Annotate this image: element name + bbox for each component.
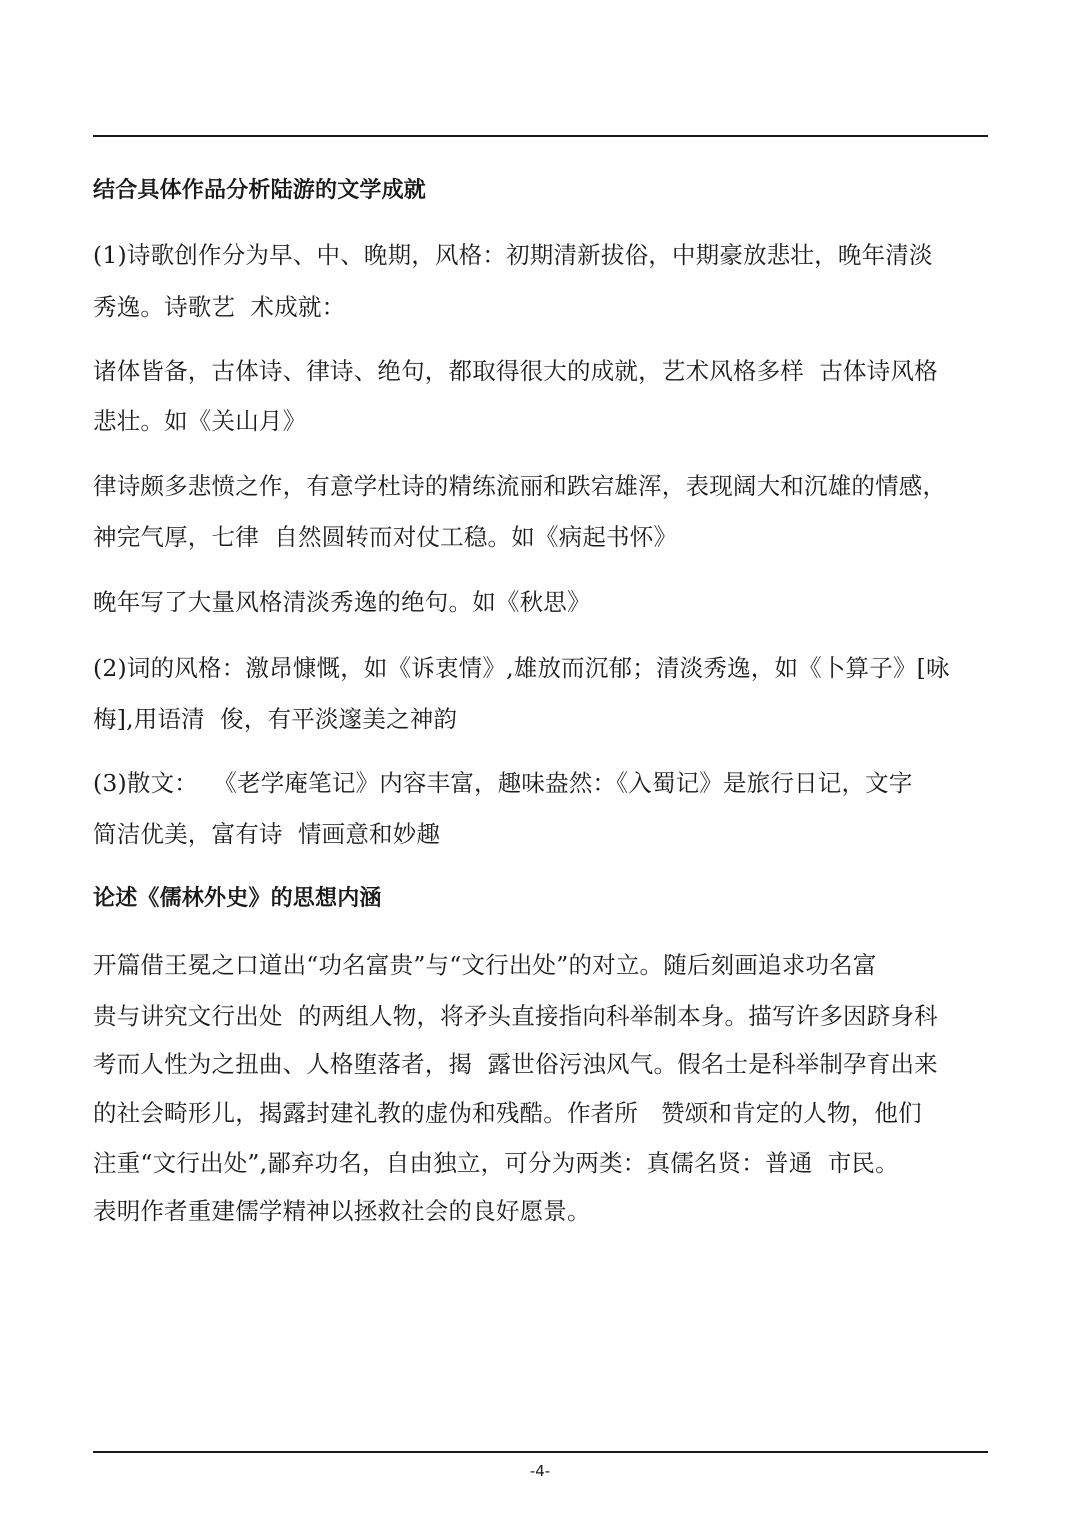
paragraph-line: 注重“文行出处”,鄙弃功名，自由独立，可分为两类：真儒名贤：普通 市民。	[93, 1149, 899, 1177]
paragraph-line: (1)诗歌创作分为早、中、晚期，风格：初期清新拔俗，中期豪放悲壮，晚年清淡	[93, 241, 933, 269]
page-number: -4-	[529, 1462, 551, 1480]
paragraph-line: (2)词的风格：激昂慷慨，如《诉衷情》,雄放而沉郁；清淡秀逸，如《卜算子》[咏	[93, 654, 950, 682]
paragraph-line: 晚年写了大量风格清淡秀逸的绝句。如《秋思》	[93, 588, 591, 616]
section-heading-rulin-waishi: 论述《儒林外史》的思想内涵	[93, 886, 382, 911]
paragraph-line: 考而人性为之扭曲、人格堕落者，揭 露世俗污浊风气。假名士是科举制孕育出来	[93, 1050, 938, 1078]
paragraph-line: (3)散文： 《老学庵笔记》内容丰富，趣味盎然：《入蜀记》是旅行日记，文字	[93, 769, 913, 797]
header-rule	[93, 135, 988, 137]
paragraph-line: 秀逸。诗歌艺 术成就：	[93, 293, 346, 321]
paragraph-line: 贵与讲究文行出处 的两组人物，将矛头直接指向科举制本身。描写许多因跻身科	[93, 1002, 938, 1030]
footer-rule	[93, 1451, 988, 1453]
paragraph-line: 悲壮。如《关山月》	[93, 407, 307, 435]
paragraph-line: 简洁优美，富有诗 情画意和妙趣	[93, 820, 441, 848]
paragraph-line: 开篇借王冕之口道出“功名富贵”与“文行出处”的对立。随后刻画追求功名富	[93, 951, 877, 979]
paragraph-line: 梅],用语清 俊，有平淡邃美之神韵	[93, 705, 458, 733]
paragraph-line: 表明作者重建儒学精神以拯救社会的良好愿景。	[93, 1197, 591, 1225]
paragraph-line: 律诗颇多悲愤之作，有意学杜诗的精练流丽和跌宕雄浑，表现阔大和沉雄的情感，	[93, 472, 947, 500]
section-heading-lu-you: 结合具体作品分析陆游的文学成就	[93, 178, 427, 203]
paragraph-line: 诸体皆备，古体诗、律诗、绝句，都取得很大的成就，艺术风格多样 古体诗风格	[93, 357, 938, 385]
paragraph-line: 神完气厚，七律 自然圆转而对仗工稳。如《病起书怀》	[93, 523, 678, 551]
paragraph-line: 的社会畸形儿，揭露封建礼教的虚伪和残酷。作者所 赞颂和肯定的人物，他们	[93, 1099, 922, 1127]
